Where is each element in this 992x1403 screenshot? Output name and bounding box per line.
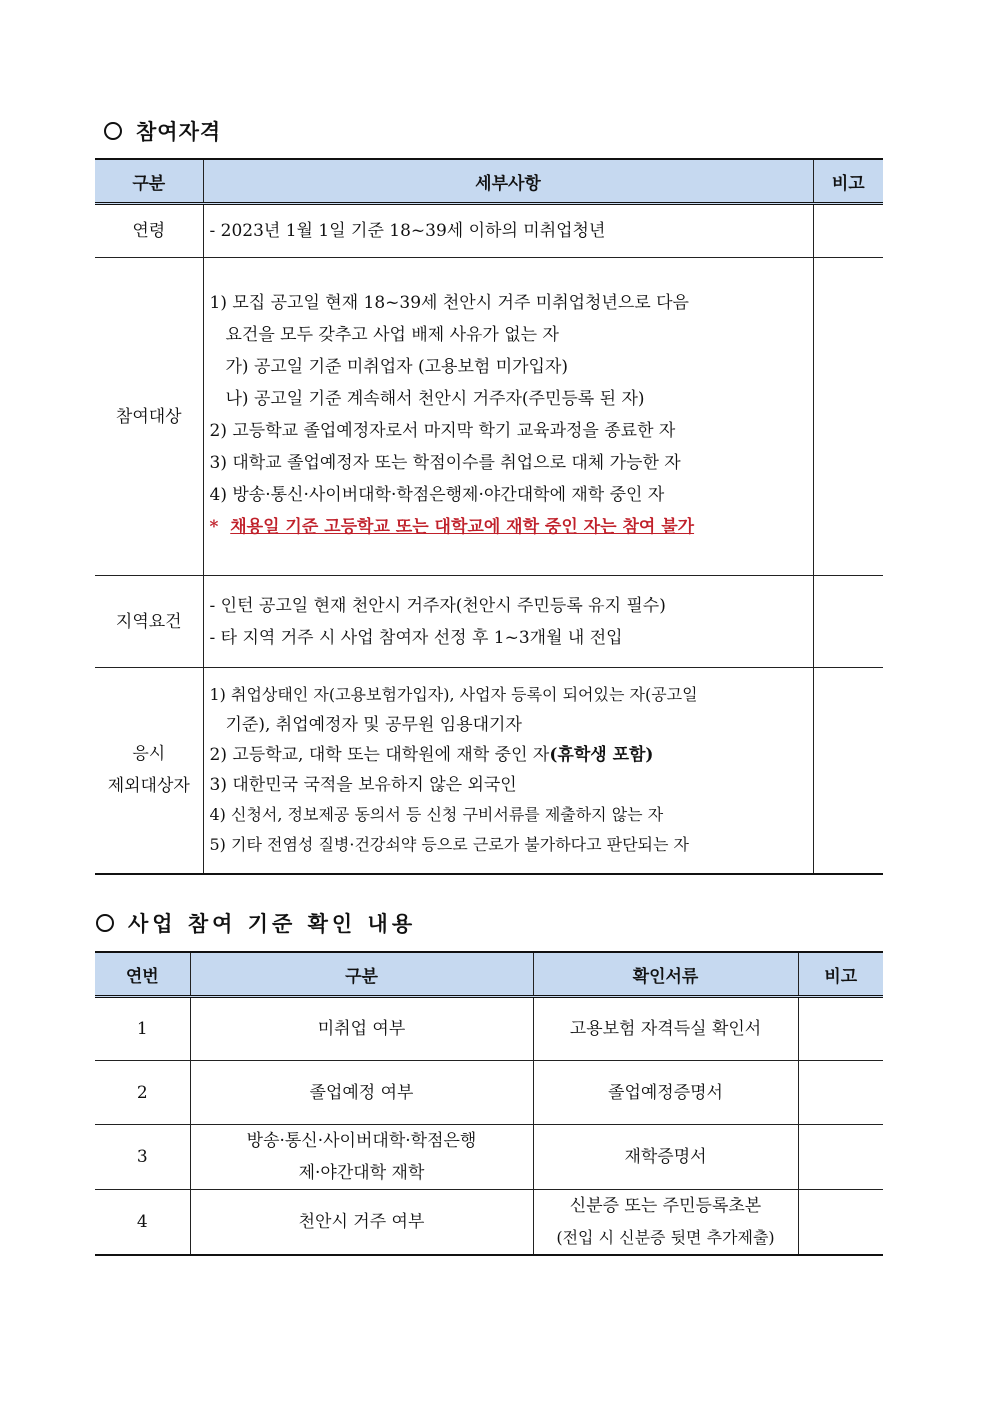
detail-line: 4) 방송·통신·사이버대학·학점은행제·야간대학에 재학 중인 자: [209, 484, 665, 505]
header-remarks: 비고: [798, 952, 883, 997]
header-details: 세부사항: [203, 159, 813, 204]
row-document: 고용보험 자격득실 확인서: [533, 997, 798, 1061]
row-label-line: 제외대상자: [107, 776, 190, 797]
row-category: 졸업예정 여부: [190, 1061, 533, 1125]
row-document: [533, 1190, 798, 1256]
detail-line: 3) 대학교 졸업예정자 또는 학점이수를 취업으로 대체 가능한 자: [209, 452, 681, 473]
row-label-line: 응시: [132, 744, 166, 765]
detail-line: 나) 공고일 기준 계속해서 천안시 거주자(주민등록 된 자): [225, 388, 645, 409]
warning-star: *: [209, 516, 219, 537]
row-remarks: [813, 258, 883, 576]
row-document: 졸업예정증명서: [533, 1061, 798, 1125]
row-category: [190, 1125, 533, 1190]
detail-line: [210, 740, 807, 770]
detail-line: - 2023년 1월 1일 기준 18~39세 이하의 미취업청년: [209, 221, 606, 241]
row-remarks: [798, 1061, 883, 1125]
row-remarks: [813, 668, 883, 874]
detail-line: - 인턴 공고일 현재 천안시 거주자(천안시 주민등록 유지 필수): [209, 595, 666, 616]
category-line: 방송·통신·사이버대학·학점은행: [246, 1131, 477, 1151]
table-row-excluded: [95, 668, 883, 874]
detail-line: 3) 대한민국 국적을 보유하지 않은 외국인: [209, 775, 517, 796]
detail-bold-suffix: (휴학생 포함): [549, 745, 654, 766]
warning-note: [210, 511, 807, 543]
row-document: 재학증명서: [533, 1125, 798, 1190]
table-row: [95, 1125, 883, 1190]
detail-line: 1) 모집 공고일 현재 18~39세 천안시 거주 미취업청년으로 다음: [209, 292, 689, 313]
row-remarks: [813, 576, 883, 668]
header-documents: 확인서류: [533, 952, 798, 997]
row-remarks: [798, 997, 883, 1061]
section-title-text: 사업 참여 기준 확인 내용: [128, 912, 417, 936]
row-category: 미취업 여부: [190, 997, 533, 1061]
row-remarks: [798, 1125, 883, 1190]
table-header-row: [95, 159, 883, 204]
row-number: 3: [95, 1125, 190, 1190]
section-title-criteria: [96, 908, 416, 938]
row-category: 천안시 거주 여부: [190, 1190, 533, 1256]
warning-text: 채용일 기준 고등학교 또는 대학교에 재학 중인 자는 참여 불가: [230, 516, 695, 537]
circle-bullet-icon: [96, 914, 114, 932]
row-label: 연령: [95, 204, 203, 258]
header-category: 구분: [190, 952, 533, 997]
table-row-region: [95, 576, 883, 668]
detail-line: 5) 기타 전염성 질병·건강쇠약 등으로 근로가 불가하다고 판단되는 자: [209, 835, 690, 855]
row-label: [95, 668, 203, 874]
document-line: 신분증 또는 주민등록초본: [569, 1196, 762, 1216]
detail-line: - 타 지역 거주 시 사업 참여자 선정 후 1~3개월 내 전입: [209, 627, 623, 648]
table-row: [95, 997, 883, 1061]
table-row-target: [95, 258, 883, 576]
detail-line: 2) 고등학교 졸업예정자로서 마지막 학기 교육과정을 종료한 자: [209, 420, 676, 441]
header-number: 연번: [95, 952, 190, 997]
table-row-age: [95, 204, 883, 258]
table-header-row: [95, 952, 883, 997]
detail-line: 4) 신청서, 정보제공 동의서 등 신청 구비서류를 제출하지 않는 자: [209, 805, 664, 825]
criteria-table: [95, 951, 883, 1256]
row-details: [203, 204, 813, 258]
row-details: [203, 258, 813, 576]
row-number: 1: [95, 997, 190, 1061]
row-number: 4: [95, 1190, 190, 1256]
row-details: [203, 668, 813, 874]
detail-line: 가) 공고일 기준 미취업자 (고용보험 미가입자): [225, 356, 569, 377]
detail-line: 요건을 모두 갖추고 사업 배제 사유가 없는 자: [225, 324, 559, 345]
row-label: 참여대상: [95, 258, 203, 576]
detail-line: 1) 취업상태인 자(고용보험가입자), 사업자 등록이 되어있는 자(공고일: [209, 685, 698, 705]
detail-text: 2) 고등학교, 대학 또는 대학원에 재학 중인 자: [209, 745, 550, 766]
header-category: 구분: [95, 159, 203, 204]
category-line: 제·야간대학 재학: [298, 1163, 425, 1183]
row-details: [203, 576, 813, 668]
document-line: (전입 시 신분증 뒷면 추가제출): [556, 1228, 775, 1247]
row-remarks: [798, 1190, 883, 1256]
row-label: 지역요건: [95, 576, 203, 668]
header-remarks: 비고: [813, 159, 883, 204]
section-title-text: 참여자격: [136, 120, 222, 144]
eligibility-table: [95, 158, 883, 875]
detail-line: 기준), 취업예정자 및 공무원 임용대기자: [225, 715, 522, 736]
table-row: [95, 1061, 883, 1125]
section-title-eligibility: [104, 116, 221, 146]
circle-bullet-icon: [104, 122, 122, 140]
row-remarks: [813, 204, 883, 258]
row-number: 2: [95, 1061, 190, 1125]
table-row: [95, 1190, 883, 1256]
